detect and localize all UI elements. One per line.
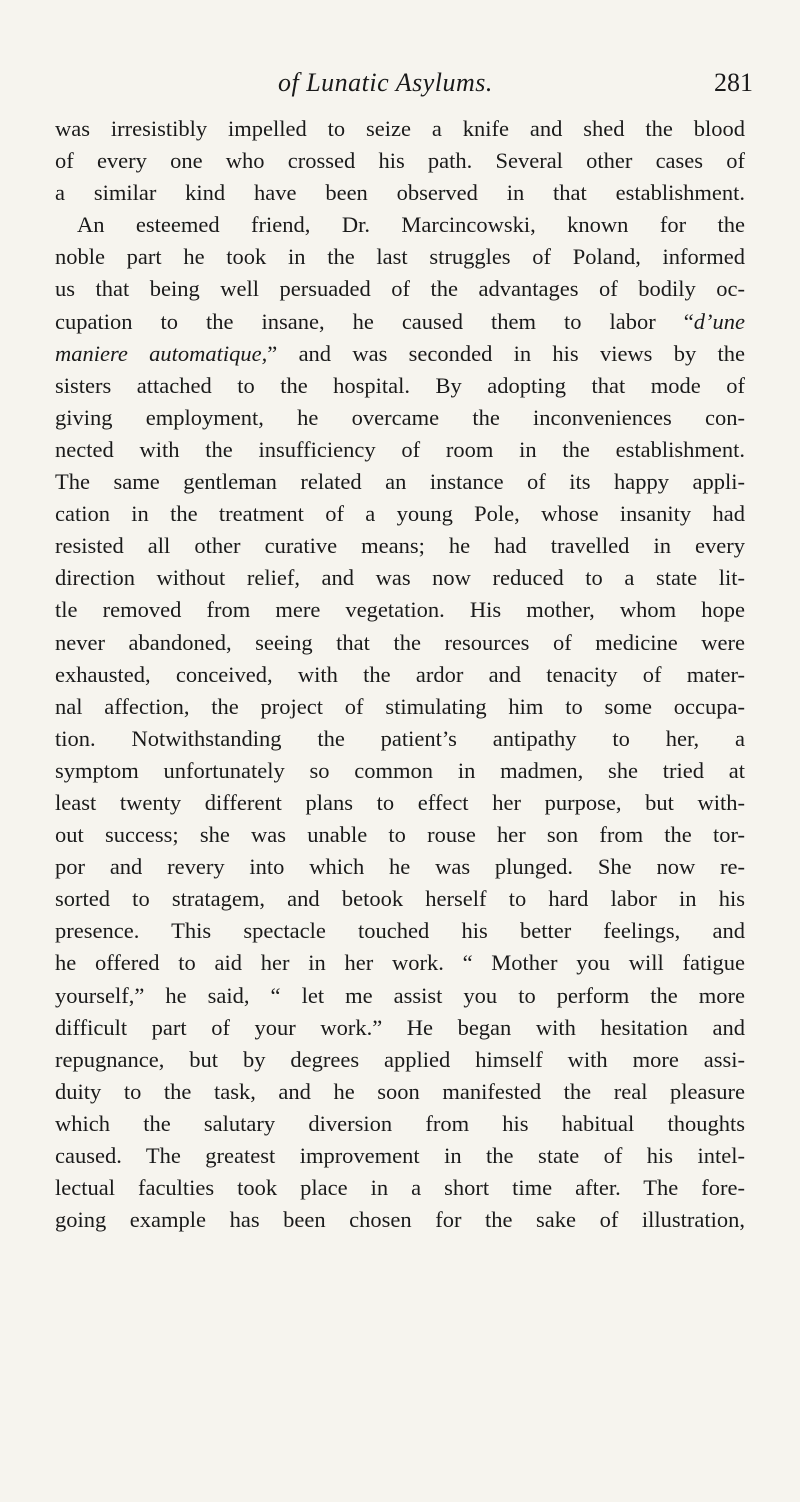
page-number: 281 bbox=[714, 68, 753, 97]
text-line: sorted to stratagem, and betook herself to hard labor in his bbox=[55, 886, 745, 912]
text-line: direction without relief, and was now reduced to a state lit- bbox=[55, 565, 745, 591]
italic-phrase: maniere automatique, bbox=[55, 340, 268, 366]
italic-phrase: d’une bbox=[693, 308, 745, 334]
text-line: out success; she was unable to rouse her son from the tor- bbox=[55, 822, 745, 848]
text-line: yourself,” he said, “ let me assist you to perform the more bbox=[55, 982, 745, 1008]
text-line: An esteemed friend, Dr. Marcincowski, known for the bbox=[77, 212, 745, 238]
text-line: symptom unfortunately so common in madmen, she tried at bbox=[55, 757, 745, 783]
body-text bbox=[55, 113, 745, 1236]
text-line: us that being well persuaded of the advantages of bodily oc- bbox=[55, 276, 745, 302]
text-line: nal affection, the project of stimulating him to some occupa- bbox=[55, 693, 745, 719]
text-line: repugnance, but by degrees applied himself with more assi- bbox=[55, 1046, 745, 1072]
text-line: exhausted, conceived, with the ardor and tenacity of mater- bbox=[55, 661, 745, 687]
text-line: was irresistibly impelled to seize a knife and shed the blood bbox=[55, 116, 745, 141]
text-line: duity to the task, and he soon manifested the real pleasure bbox=[55, 1078, 745, 1104]
text-line: tion. Notwithstanding the patient’s antipathy to her, a bbox=[55, 725, 745, 751]
running-head bbox=[0, 68, 800, 108]
text-line: going example has been chosen for the sake of illustration, bbox=[55, 1207, 745, 1233]
text-line: of every one who crossed his path. Several other cases of bbox=[55, 148, 745, 174]
text-line: The same gentleman related an instance of its happy appli- bbox=[55, 469, 745, 495]
text-line: a similar kind have been observed in that establishment. bbox=[55, 180, 745, 206]
text-line: tle removed from mere vegetation. His mother, whom hope bbox=[55, 597, 745, 623]
text-line: por and revery into which he was plunged. She now re- bbox=[55, 854, 745, 880]
text-line: which the salutary diversion from his habitual thoughts bbox=[55, 1110, 745, 1136]
text-line: resisted all other curative means; he had travelled in every bbox=[55, 533, 745, 559]
text-line: he offered to aid her in her work. “ Mother you will fatigue bbox=[55, 950, 745, 976]
text-line: caused. The greatest improvement in the state of his intel- bbox=[55, 1143, 745, 1168]
text-line: least twenty different plans to effect her purpose, but with- bbox=[55, 789, 745, 815]
running-title: of Lunatic Asylums. bbox=[278, 68, 493, 97]
text-line: lectual faculties took place in a short time after. The fore- bbox=[55, 1175, 745, 1201]
text-line: noble part he took in the last struggles of Poland, informed bbox=[55, 244, 745, 270]
text-line: cupation to the insane, he caused them to labor “d’une bbox=[55, 308, 745, 334]
text-line: difficult part of your work.” He began with hesitation and bbox=[55, 1014, 745, 1040]
text-line: never abandoned, seeing that the resources of medicine were bbox=[55, 629, 745, 655]
text-line: sisters attached to the hospital. By adopting that mode of bbox=[55, 372, 745, 398]
text-line: nected with the insufficiency of room in the establishment. bbox=[55, 436, 745, 462]
text-line: maniere automatique,” and was seconded in his views by the bbox=[55, 340, 745, 366]
text-line: cation in the treatment of a young Pole, whose insanity had bbox=[55, 501, 745, 527]
text-line: presence. This spectacle touched his better feelings, and bbox=[55, 918, 745, 944]
text-line: giving employment, he overcame the inconveniences con- bbox=[55, 404, 745, 430]
